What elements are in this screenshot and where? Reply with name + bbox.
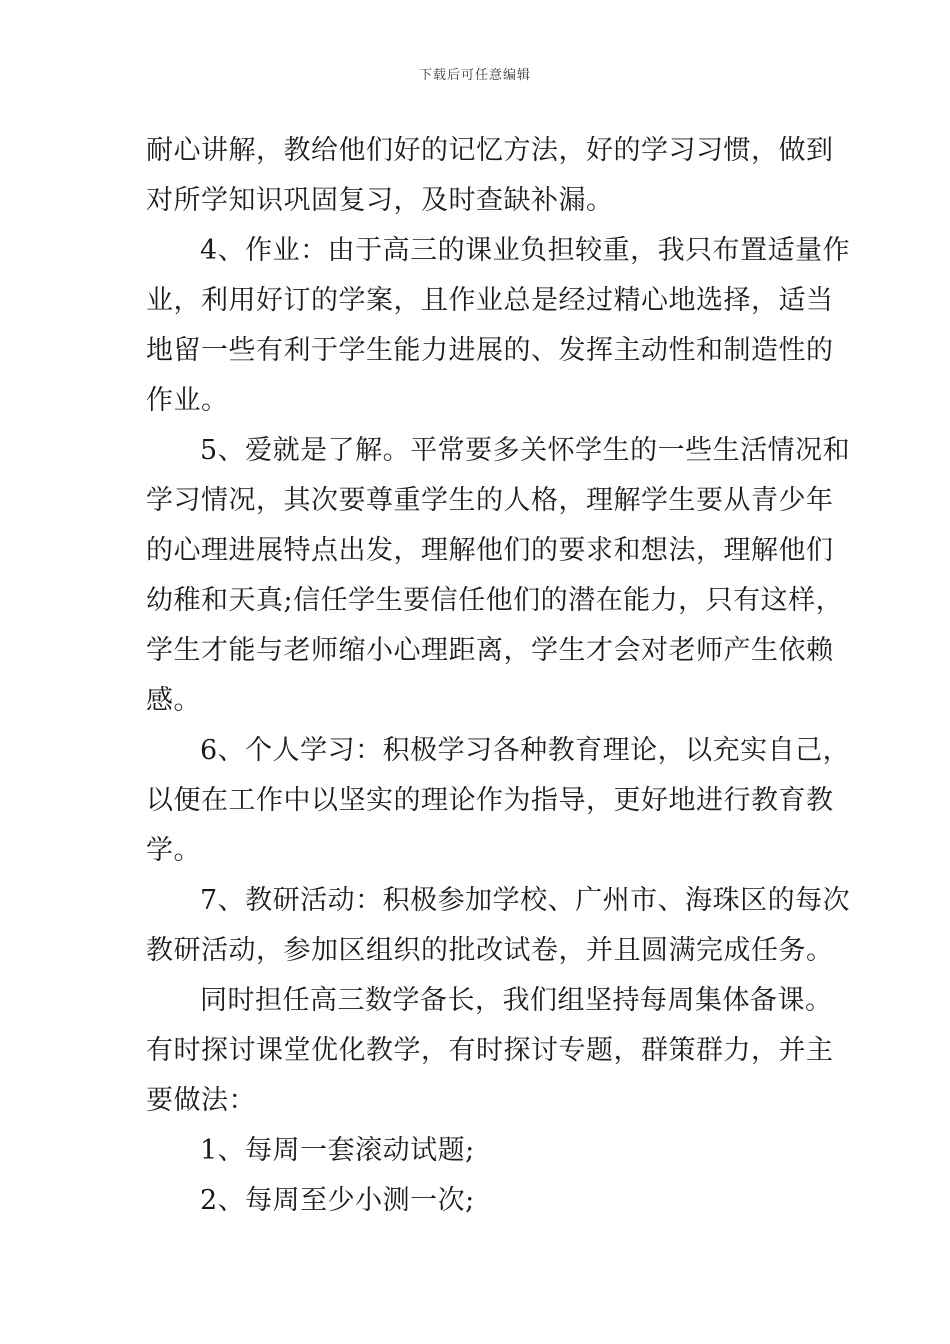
- text-line: 学。: [146, 835, 201, 866]
- text-line: 6、个人学习：积极学习各种教育理论，以充实自己，: [200, 735, 851, 766]
- text-line: 2、每周至少小测一次;: [200, 1185, 475, 1216]
- text-line: 业，利用好订的学案，且作业总是经过精心地选择，适当: [146, 285, 834, 316]
- text-line: 学习情况，其次要尊重学生的人格，理解学生要从青少年: [146, 485, 834, 516]
- text-line: 同时担任高三数学备长，我们组坚持每周集体备课。: [200, 985, 833, 1016]
- document-body: [146, 126, 851, 1226]
- text-line: 地留一些有利于学生能力进展的、发挥主动性和制造性的: [146, 335, 834, 366]
- text-line: 作业。: [146, 385, 229, 416]
- text-line: 对所学知识巩固复习，及时查缺补漏。: [146, 185, 614, 216]
- text-line: 5、爱就是了解。平常要多关怀学生的一些生活情况和: [200, 435, 851, 466]
- text-line: 幼稚和天真;信任学生要信任他们的潜在能力，只有这样，: [146, 585, 844, 616]
- text-line: 教研活动，参加区组织的批改试卷，并且圆满完成任务。: [146, 935, 834, 966]
- text-line: 1、每周一套滚动试题;: [200, 1135, 475, 1166]
- text-line: 的心理进展特点出发，理解他们的要求和想法，理解他们: [146, 535, 834, 566]
- text-line: 7、教研活动：积极参加学校、广州市、海珠区的每次: [200, 885, 851, 916]
- text-line: 学生才能与老师缩小心理距离，学生才会对老师产生依赖: [146, 635, 834, 666]
- page-header-note: 下载后可任意编辑: [418, 68, 531, 83]
- text-line: 有时探讨课堂优化教学，有时探讨专题，群策群力，并主: [146, 1035, 834, 1066]
- text-line: 耐心讲解，教给他们好的记忆方法，好的学习习惯，做到: [146, 135, 834, 166]
- text-line: 感。: [146, 685, 201, 716]
- text-line: 以便在工作中以坚实的理论作为指导，更好地进行教育教: [146, 785, 834, 816]
- text-line: 要做法：: [146, 1085, 256, 1116]
- text-line: 4、作业：由于高三的课业负担较重，我只布置适量作: [200, 235, 851, 266]
